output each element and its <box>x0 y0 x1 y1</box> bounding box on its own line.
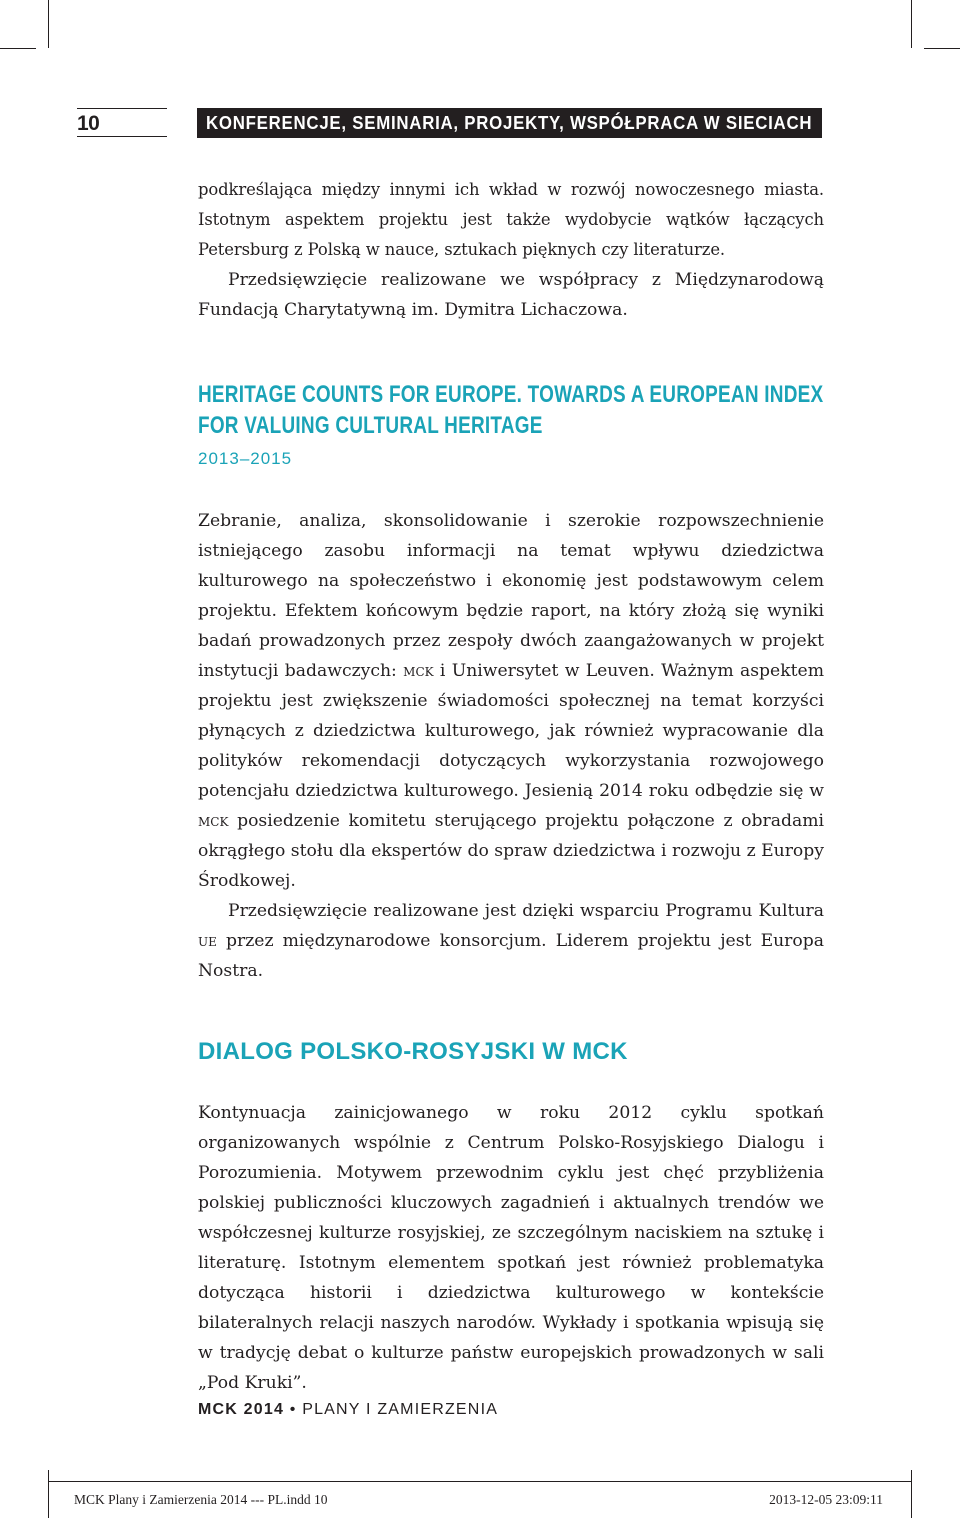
page-number: 10 <box>77 112 100 135</box>
crop-mark <box>48 1470 49 1518</box>
intro-paragraph: Przedsięwzięcie realizowane we współpracy z Międzynarodową Fundacją Charytatywną im. Dymitra Lichaczowa. <box>198 270 824 320</box>
text-run: Zebranie, analiza, skonsolidowanie i szerokie rozpowszechnienie istniejącego zasobu informacji na temat wpływu dziedzictwa kulturowego na społeczeństwo i ekonomię jest podstawowym celem projektu. Efektem końcowym będzie raport, na który złożą się wyniki badań prowadzonych przez zespoły dwóch zaangażowanych w projekt instytucji badawczych: <box>198 511 824 681</box>
crop-mark <box>924 48 960 49</box>
heading-line: FOR VALUING CULTURAL HERITAGE <box>198 412 543 439</box>
text-run: posiedzenie komitetu sterującego projektu połączone z obradami okrągłego stołu dla ekspertów do spraw dziedzictwa i rozwoju z Europy Środkowej. <box>198 811 824 891</box>
abbreviation: mck <box>403 661 434 681</box>
page-number-rule <box>77 136 167 137</box>
slug-file: MCK Plany i Zamierzenia 2014 --- PL.indd 10 <box>74 1492 328 1507</box>
text-run: i Uniwersytet w Leuven. Ważnym aspektem projektu jest zwiększenie świadomości społecznej na temat korzyści płynących z dziedzictwa kulturowego, jak również wypracowanie dla polityków rekomendacji dotyczących wykorzystania rozwojowego potencjału dziedzictwa kulturowego. Jesienią 2014 roku odbędzie się w <box>198 661 824 801</box>
slug-rule <box>48 1481 912 1482</box>
intro-paragraph: podkreślająca między innymi ich wkład w rozwój nowoczesnego miasta. Istotnym aspektem projektu jest także wydobycie wątków łączących Petersburg z Polską w nauce, sztukach pięknych czy literaturze. <box>198 180 824 259</box>
page-number-rule <box>77 108 167 109</box>
crop-mark <box>911 0 912 48</box>
abbreviation: mck <box>198 811 229 831</box>
abbreviation: ue <box>198 931 217 951</box>
section-heading: DIALOG POLSKO-ROSYJSKI W MCK <box>198 1038 628 1065</box>
slug-timestamp: 2013-12-05 23:09:11 <box>769 1492 883 1507</box>
text-run: Przedsięwzięcie realizowane jest dzięki wsparciu Programu Kultura <box>228 901 824 921</box>
heritage-paragraph <box>198 896 824 986</box>
footer-brand: MCK 2014 <box>198 1401 285 1418</box>
heading-line: HERITAGE COUNTS FOR EUROPE. TOWARDS A EUROPEAN INDEX <box>198 381 824 408</box>
footer-title <box>198 1401 498 1419</box>
heritage-paragraph <box>198 506 824 896</box>
section-heading <box>198 379 823 441</box>
text-run: przez międzynarodowe konsorcjum. Liderem projektu jest Europa Nostra. <box>198 931 824 981</box>
heritage-text <box>198 506 824 986</box>
project-years: 2013–2015 <box>198 449 293 468</box>
footer-bullet: • <box>289 1401 297 1418</box>
footer-subtitle: PLANY I ZAMIERZENIA <box>302 1401 499 1418</box>
crop-mark <box>0 48 36 49</box>
dialog-paragraph: Kontynuacja zainicjowanego w roku 2012 cyklu spotkań organizowanych wspólnie z Centrum Polsko-Rosyjskiego Dialogu i Porozumienia. Motywem przewodnim cyklu jest chęć przybliżenia polskiej publiczności kluczowych zagadnień i aktualnych trendów we współczesnej kulturze rosyjskiej, ze szczególnym naciskiem na sztukę i literaturę. Istotnym elementem spotkań jest również problematyka dotycząca historii i dziedzictwa kulturowego w kontekście bilateralnych relacji naszych narodów. Wykłady i spotkania wpisują się w tradycję debat o kulturze państw europejskich prowadzonych w sali „Pod Kruki”. <box>198 1103 824 1393</box>
dialog-text <box>198 1098 824 1398</box>
crop-mark <box>911 1470 912 1518</box>
crop-mark <box>48 0 49 48</box>
intro-text <box>198 175 824 325</box>
section-title: KONFERENCJE, SEMINARIA, PROJEKTY, WSPÓŁPRACA W SIECIACH <box>206 113 813 133</box>
section-header-bar <box>197 108 822 138</box>
